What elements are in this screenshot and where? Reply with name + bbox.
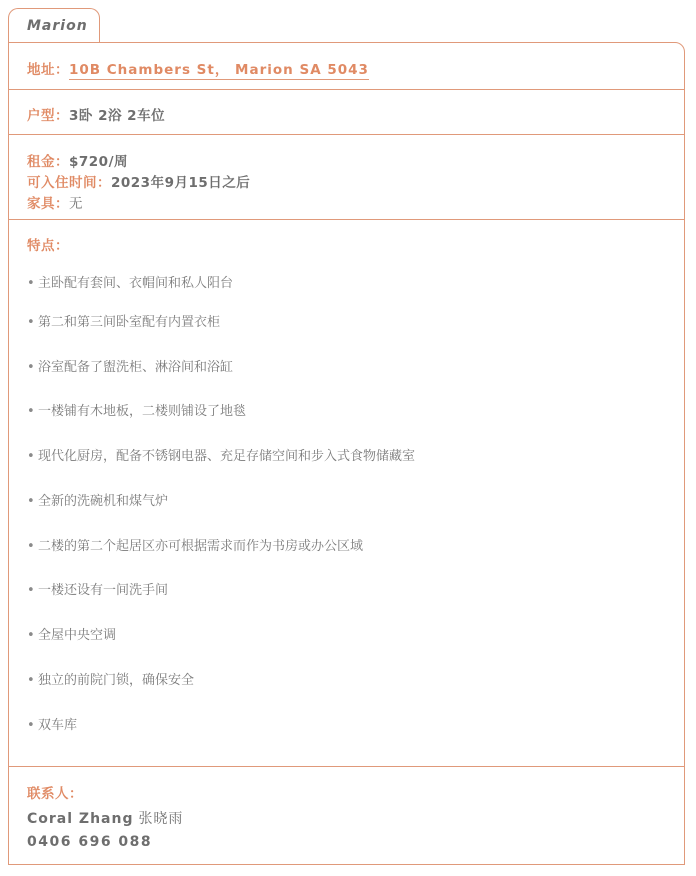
layout-row — [27, 104, 165, 124]
list-item: • 双车库 — [27, 718, 78, 733]
contact-name-row — [27, 808, 183, 828]
furniture-label: 家具： — [27, 196, 69, 212]
divider — [9, 219, 684, 220]
bullet-icon: • — [27, 315, 35, 330]
move-in-label: 可入住时间： — [27, 175, 111, 191]
list-item: • 一楼铺有木地板，二楼则铺设了地毯 — [27, 404, 247, 419]
bullet-icon: • — [27, 449, 35, 464]
features-heading — [27, 234, 69, 254]
suburb-tab[interactable] — [8, 8, 100, 42]
bullet-icon: • — [27, 404, 35, 419]
contact-phone-row — [27, 834, 152, 850]
move-in-value: 2023年9月15日之后 — [111, 175, 251, 191]
bullet-icon: • — [27, 673, 35, 688]
list-item: • 全屋中央空调 — [27, 628, 117, 643]
contact-name-en: Coral Zhang — [27, 811, 134, 827]
rent-label: 租金： — [27, 154, 69, 170]
layout-value: 3卧 2浴 2车位 — [69, 108, 166, 124]
list-item: • 第二和第三间卧室配有内置衣柜 — [27, 315, 221, 330]
furniture-value: 无 — [69, 196, 83, 212]
divider — [9, 89, 684, 90]
list-item: • 全新的洗碗机和煤气炉 — [27, 494, 169, 509]
bullet-icon: • — [27, 628, 35, 643]
address-label: 地址： — [27, 62, 69, 78]
list-item: • 二楼的第二个起居区亦可根据需求而作为书房或办公区域 — [27, 539, 364, 554]
bullet-icon: • — [27, 718, 35, 733]
list-item: • 独立的前院门锁，确保安全 — [27, 673, 195, 688]
bullet-icon: • — [27, 583, 35, 598]
rent-value: $720/周 — [69, 154, 129, 170]
bullet-icon: • — [27, 360, 35, 375]
furniture-row — [27, 192, 83, 212]
list-item: • 主卧配有套间、衣帽间和私人阳台 — [27, 276, 234, 291]
features-label: 特点： — [27, 238, 69, 254]
divider — [9, 134, 684, 135]
bullet-icon: • — [27, 276, 35, 291]
divider — [9, 766, 684, 767]
layout-label: 户型： — [27, 108, 69, 124]
move-in-row — [27, 171, 250, 191]
listing-card — [8, 42, 685, 865]
contact-name-cn: 张晓雨 — [138, 811, 184, 827]
bullet-icon: • — [27, 494, 35, 509]
list-item: • 现代化厨房，配备不锈钢电器、充足存储空间和步入式食物储藏室 — [27, 449, 416, 464]
suburb-tab-label: Marion — [27, 18, 88, 34]
address-row — [27, 58, 369, 78]
contact-label: 联系人： — [27, 786, 83, 802]
address-link[interactable]: 10B Chambers St， Marion SA 5043 — [69, 62, 369, 78]
list-item: • 浴室配备了盥洗柜、淋浴间和浴缸 — [27, 360, 234, 375]
list-item: • 一楼还设有一间洗手间 — [27, 583, 169, 598]
bullet-icon: • — [27, 539, 35, 554]
rent-row — [27, 150, 128, 170]
contact-heading — [27, 782, 83, 802]
contact-phone[interactable]: 0406 696 088 — [27, 834, 153, 850]
